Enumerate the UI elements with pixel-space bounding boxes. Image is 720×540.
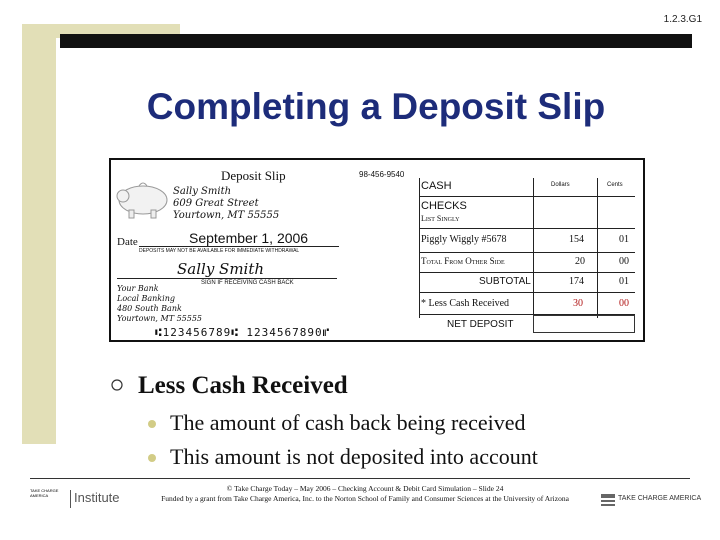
row-other-side-label: Total From Other Side: [421, 256, 505, 266]
row-subtotal-cents: 01: [619, 276, 629, 287]
slide-number: 1.2.3.G1: [663, 14, 702, 25]
star-flag-icon: [600, 492, 616, 508]
bank-address: 480 South Bank: [117, 304, 182, 313]
routing-number: 98-456-9540: [359, 170, 405, 179]
logo-take-charge-america: [600, 490, 702, 510]
sub-bullet-dot-icon: [148, 420, 156, 428]
row-other-side-dollars: 20: [575, 256, 585, 267]
row-cash-label: CASH: [421, 180, 452, 192]
footer-copyright: © Take Charge Today – May 2006 – Checking Account & Debit Card Simulation – Slide 24: [226, 484, 504, 493]
header-bar: [60, 34, 692, 48]
row-check-1-label: Piggly Wiggly #5678: [421, 234, 507, 245]
sign-caption: SIGN IF RECEIVING CASH BACK: [201, 280, 294, 286]
slide-title: Completing a Deposit Slip: [146, 86, 606, 127]
bank-name: Your Bank: [117, 284, 159, 293]
row-subtotal-label: SUBTOTAL: [479, 276, 531, 287]
signature: Sally Smith: [177, 260, 265, 278]
row-checks-label: CHECKS: [421, 200, 467, 212]
main-bullet-text: Less Cash Received: [138, 372, 348, 399]
sub-bullet-dot-icon: [148, 454, 156, 462]
col-cents: Cents: [607, 182, 623, 188]
logo-left-small: TAKE CHARGE AMERICA: [30, 488, 59, 498]
account-street: 609 Great Street: [173, 198, 259, 209]
footer-funding: Funded by a grant from Take Charge America, Inc. to the Norton School of Family and Consumer Sciences at the University of Arizona: [161, 494, 569, 503]
row-less-cash-label: * Less Cash Received: [421, 298, 510, 309]
row-net-deposit-label: NET DEPOSIT: [447, 319, 514, 330]
row-checks-sub: List Singly: [421, 214, 460, 223]
accent-bar-vertical: [22, 24, 56, 444]
sub-bullet-1: The amount of cash back being received: [170, 410, 526, 435]
bank-city: Yourtown, MT 55555: [117, 314, 203, 323]
sub-bullet-2: This amount is not deposited into account: [170, 444, 538, 469]
date-label: Date: [117, 236, 138, 248]
date-value: September 1, 2006: [189, 230, 309, 246]
slip-heading: Deposit Slip: [221, 168, 286, 183]
account-city: Yourtown, MT 55555: [173, 210, 280, 221]
hollow-circle-bullet-icon: [110, 378, 124, 392]
bank-street: Local Banking: [117, 294, 175, 303]
row-check-1-cents: 01: [619, 234, 629, 245]
logo-right-text: TAKE CHARGE AMERICA: [618, 495, 702, 502]
account-name: Sally Smith: [173, 186, 232, 197]
col-dollars: Dollars: [551, 182, 570, 188]
micr-line: ⑆123456789⑆ 1234567890⑈: [155, 326, 331, 339]
row-less-cash-dollars: 30: [573, 298, 583, 309]
row-less-cash-cents: 00: [619, 298, 629, 309]
footer-divider: [30, 478, 690, 479]
row-check-1-dollars: 154: [569, 234, 584, 245]
row-other-side-cents: 00: [619, 256, 629, 267]
piggy-bank-icon: [113, 176, 175, 220]
logo-institute: [30, 486, 140, 512]
fine-print: DEPOSITS MAY NOT BE AVAILABLE FOR IMMEDIATE WITHDRAWAL: [139, 248, 300, 254]
row-subtotal-dollars: 174: [569, 276, 584, 287]
deposit-slip-content: [109, 158, 645, 342]
logo-left-text: Institute: [74, 490, 120, 505]
